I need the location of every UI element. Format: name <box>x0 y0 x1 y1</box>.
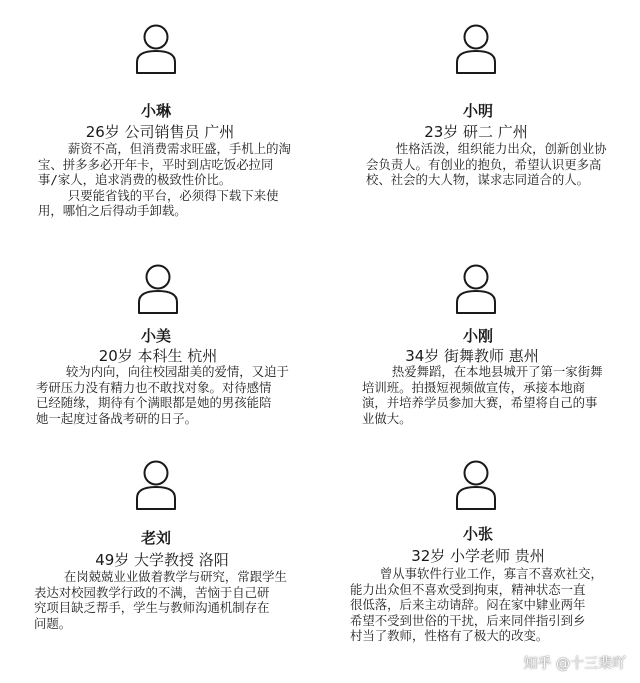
persona-meta: 32岁 小学老师 贵州 <box>411 547 545 565</box>
persona-description: 在岗兢兢业业做着教学与研究，常跟学生 表达对校园教学行政的不满，苦恼于自己研 究项目缺乏帮手，学生与教师沟通机制存在 问题。 <box>34 569 287 631</box>
person-icon <box>134 22 178 74</box>
person-icon <box>454 262 498 314</box>
person-icon <box>454 458 498 510</box>
persona-meta: 49岁 大学教授 洛阳 <box>95 551 229 569</box>
persona-meta: 23岁 研二 广州 <box>424 123 528 141</box>
persona-name: 小琳 <box>140 102 171 120</box>
person-icon <box>134 458 178 510</box>
person-icon <box>136 262 180 314</box>
persona-name: 小张 <box>462 525 493 543</box>
persona-meta: 26岁 公司销售员 广州 <box>85 123 235 141</box>
persona-meta: 20岁 本科生 杭州 <box>98 347 218 365</box>
persona-name: 小美 <box>140 327 171 345</box>
persona-description: 曾从事软件行业工作，寡言不喜欢社交， 能力出众但不喜欢受到拘束，精神状态一直 很低落，后来主动请辞。闷在家中肄业两年 希望不受到世俗的干扰，后来同伴指引到乡 村当了教师，性格有了极大的改变。 <box>350 566 603 644</box>
persona-name: 老刘 <box>140 529 171 547</box>
persona-description: 性格活泼，组织能力出众，创新创业协 会负责人。有创业的抱负，希望认识更多高 校、社会的大人物，谋求志同道合的人。 <box>366 141 607 188</box>
watermark: 知乎 @十三棐吖 <box>523 656 626 672</box>
persona-name: 小刚 <box>462 327 493 345</box>
persona-name: 小明 <box>462 102 493 120</box>
person-icon <box>454 22 498 74</box>
persona-meta: 34岁 街舞教师 惠州 <box>405 347 539 365</box>
persona-description: 热爱舞蹈，在本地县城开了第一家街舞 培训班。拍摄短视频做宣传，承接本地商 演，并培养学员参加大赛，希望将自己的事 业做大。 <box>362 364 603 426</box>
persona-description: 较为内向，向往校园甜美的爱情，又迫于 考研压力没有精力也不敢找对象。对待感情 已经随缘，期待有个满眼都是她的男孩能陪 她一起度过备战考研的日子。 <box>36 364 289 426</box>
persona-description: 薪资不高，但消费需求旺盛，手机上的淘 宝、拼多多必开年卡，平时到店吃饭必拉同 事/家人，追求消费的极致性价比。 只要能省钱的平台，必须得下载下来使 用，哪怕之后得动手卸载。 <box>38 141 291 219</box>
